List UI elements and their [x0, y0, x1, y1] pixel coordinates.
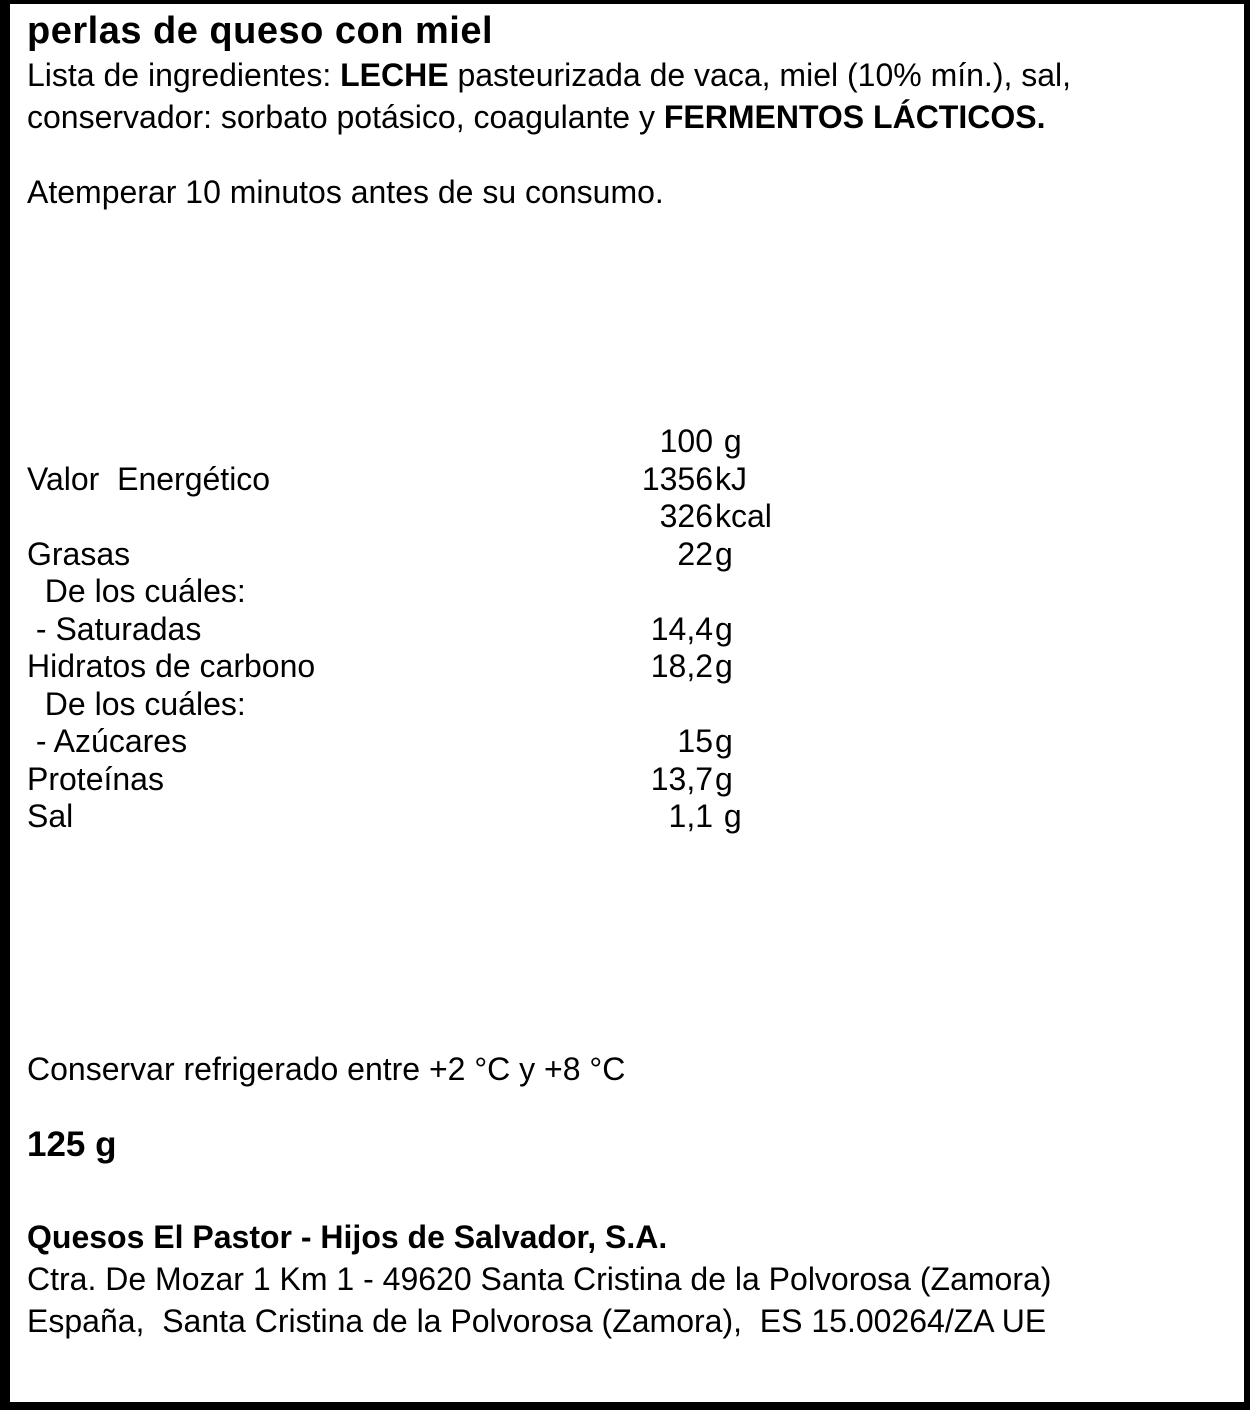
nutrition-label: - Azúcares [27, 723, 188, 759]
product-title: perlas de queso con miel [27, 10, 494, 52]
manufacturer-name: Quesos El Pastor - Hijos de Salvador, S.A. [27, 1219, 668, 1255]
nutrition-unit: g [715, 610, 733, 647]
ingredients-text [27, 54, 1207, 138]
nutrition-label: De los cuáles: [27, 685, 246, 722]
nutrition-row-energy-kcal [27, 498, 1027, 536]
nutrition-unit: g [715, 798, 742, 834]
nutrition-row-saturates [27, 611, 1027, 649]
ingredients-line2: conservador: sorbato potásico, coagulante y [27, 99, 664, 135]
nutrition-value: 18,2 [650, 648, 713, 684]
nutrition-unit: kJ [715, 460, 747, 497]
nutrition-label: Hidratos de carbono [27, 648, 316, 684]
nutrition-row-protein [27, 761, 1027, 799]
nutrition-value: 326 [659, 498, 713, 534]
nutrition-value: 22 [677, 535, 713, 572]
nutrition-unit: g [715, 723, 733, 759]
nutrition-value: 15 [677, 723, 713, 759]
nutrition-row-salt [27, 798, 1027, 836]
nutrition-unit: kcal [715, 498, 772, 534]
nutrition-label: De los cuáles: [27, 573, 246, 609]
ingredients-after-milk: pasteurizada de vaca, miel (10% mín.), sal, [448, 57, 1072, 93]
ingredients-lead: Lista de ingredientes: [27, 57, 341, 93]
nutrition-value: 1,1 [668, 798, 713, 834]
nutrition-label: Proteínas [27, 760, 164, 797]
manufacturer-block [27, 1216, 1207, 1342]
manufacturer-address-line1: Ctra. De Mozar 1 Km 1 - 49620 Santa Cristina de la Polvorosa (Zamora) [27, 1261, 1052, 1297]
nutrition-header-value: 100 [659, 423, 713, 459]
nutrition-unit: g [715, 648, 733, 684]
nutrition-header-unit: g [715, 423, 742, 459]
nutrition-row-carb-ofwhich [27, 686, 1027, 724]
nutrition-label: Grasas [27, 535, 131, 572]
allergen-ferments: FERMENTOS LÁCTICOS. [663, 99, 1046, 135]
serving-instruction: Atemperar 10 minutos antes de su consumo. [27, 174, 664, 210]
nutrition-unit: g [715, 760, 733, 797]
nutrition-row-energy-kj [27, 461, 1027, 499]
nutrition-label: Sal [27, 798, 74, 834]
nutrition-label: - Saturadas [27, 610, 202, 647]
net-weight: 125 g [27, 1125, 117, 1164]
nutrition-table [27, 423, 1027, 836]
nutrition-row-fat-ofwhich [27, 573, 1027, 611]
nutrition-label: Valor Energético [27, 460, 271, 497]
allergen-milk: LECHE [340, 57, 449, 93]
nutrition-row-carbohydrate [27, 648, 1027, 686]
nutrition-row-sugars [27, 723, 1027, 761]
manufacturer-address-line2: España, Santa Cristina de la Polvorosa (Zamora), ES 15.00264/ZA UE [27, 1303, 1047, 1339]
nutrition-unit: g [715, 535, 733, 572]
storage-instruction: Conservar refrigerado entre +2 °C y +8 °C [27, 1051, 626, 1087]
nutrition-value: 1356 [641, 460, 713, 497]
nutrition-value: 14,4 [650, 610, 713, 647]
nutrition-header-row [27, 423, 1027, 461]
nutrition-value: 13,7 [650, 760, 713, 797]
nutrition-row-fat [27, 536, 1027, 574]
